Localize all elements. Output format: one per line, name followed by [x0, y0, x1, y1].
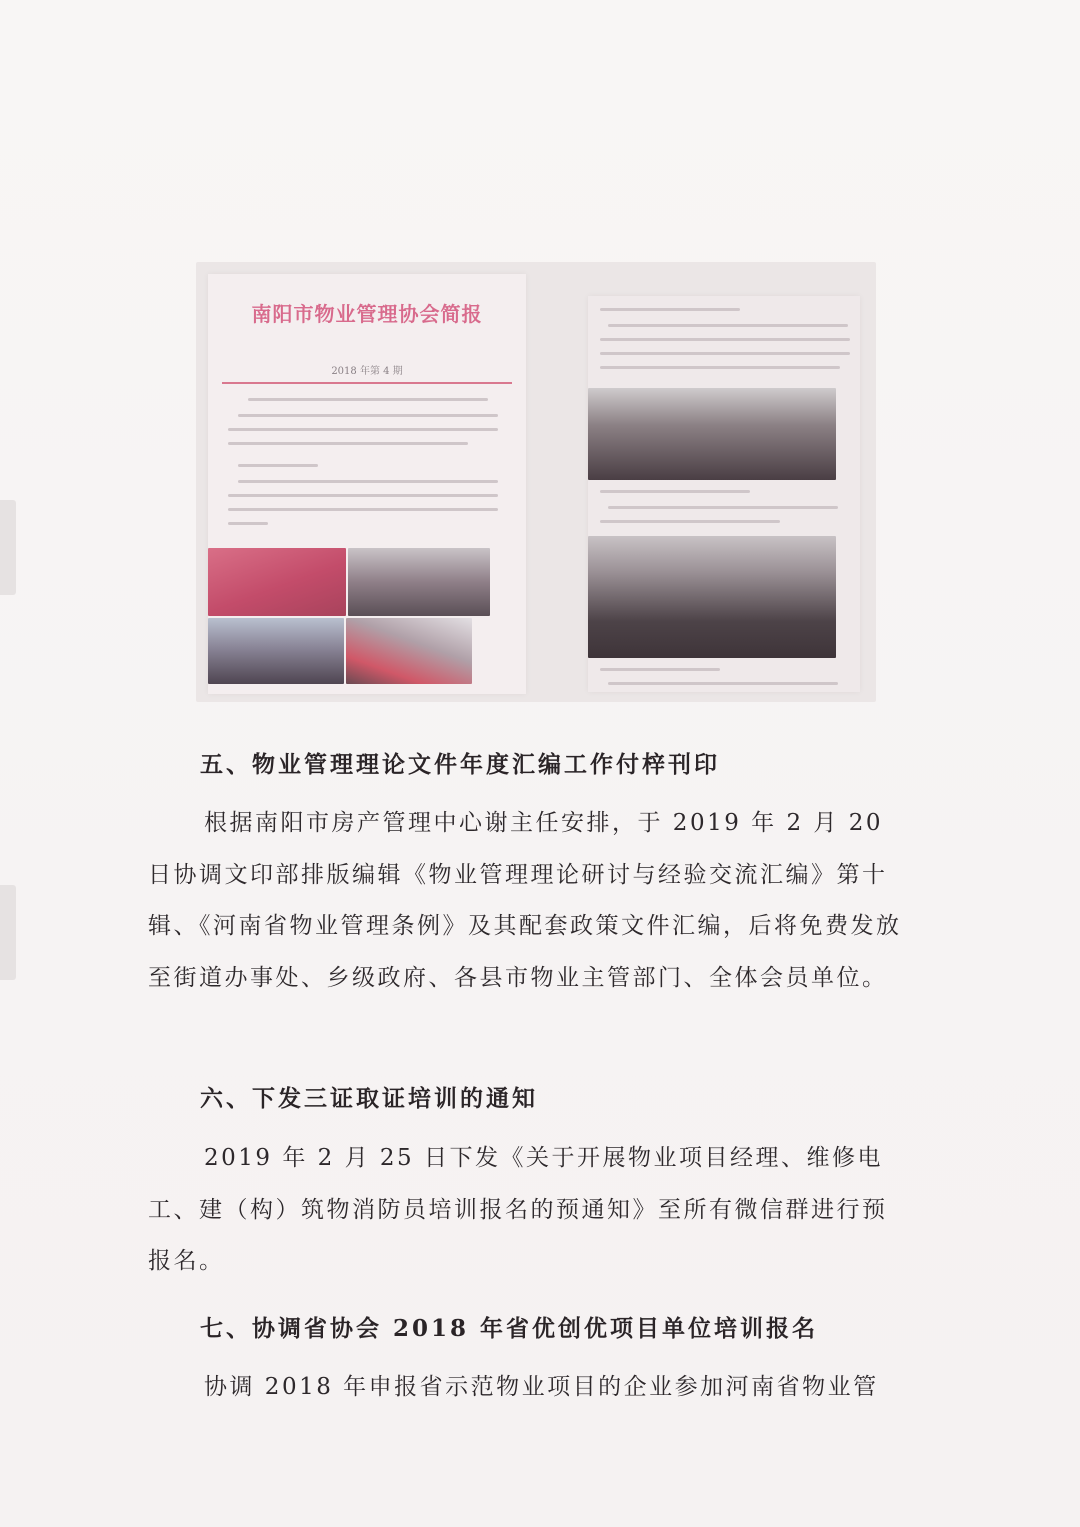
newsletter-sheet-left: [208, 274, 526, 694]
section-5-heading: 五、物业管理理论文件年度汇编工作付梓刊印: [200, 751, 720, 778]
event-photo: [208, 618, 344, 684]
event-photo: [346, 618, 472, 684]
section-7-paragraph: [148, 1362, 908, 1414]
meeting-photo: [588, 388, 836, 480]
scan-edge-mark: [0, 885, 16, 980]
section-5-text: 根据南阳市房产管理中心谢主任安排，于 2019 年 2 月 20 日协调文印部排版编辑《物业管理理论研讨与经验交流汇编》第十辑、《河南省物业管理条例》及其配套政策文件汇编，后将免费发放至街道办事处、乡级政府、各县市物业主管部门、全体会员单位。: [148, 810, 902, 991]
section-6-text: 2019 年 2 月 25 日下发《关于开展物业项目经理、维修电工、建（构）筑物消防员培训报名的预通知》至所有微信群进行预报名。: [148, 1145, 888, 1274]
newsletter-title: 南阳市物业管理协会简报: [251, 302, 483, 326]
newsletter-sheet-right: [588, 296, 860, 692]
newsletter-issue: 2018 年第 4 期: [331, 366, 403, 377]
blurred-text: [228, 508, 498, 511]
blurred-text: [248, 398, 488, 401]
section-5-paragraph: [148, 798, 908, 1004]
meeting-photo: [588, 536, 836, 658]
newsletter-rule: [222, 382, 512, 384]
blurred-text: [238, 480, 498, 483]
blurred-text: [608, 682, 838, 685]
section-7-text: 协调 2018 年申报省示范物业项目的企业参加河南省物业管: [204, 1374, 879, 1400]
blurred-text: [600, 668, 720, 671]
blurred-text: [228, 442, 468, 445]
blurred-text: [600, 490, 750, 493]
blurred-text: [608, 506, 838, 509]
blurred-text: [238, 464, 318, 467]
blurred-text: [228, 522, 268, 525]
blurred-text: [600, 352, 850, 355]
blurred-text: [600, 308, 740, 311]
section-7-heading: 七、协调省协会 2018 年省优创优项目单位培训报名: [200, 1315, 819, 1342]
event-photo: [208, 548, 346, 616]
blurred-text: [608, 324, 848, 327]
blurred-text: [600, 366, 840, 369]
event-photo: [348, 548, 490, 616]
blurred-text: [600, 520, 780, 523]
blurred-text: [228, 428, 498, 431]
section-6-paragraph: [148, 1133, 908, 1288]
newsletter-photo: [196, 262, 876, 702]
blurred-text: [238, 414, 498, 417]
section-6-heading: 六、下发三证取证培训的通知: [200, 1085, 538, 1112]
blurred-text: [600, 338, 850, 341]
scan-edge-mark: [0, 500, 16, 595]
blurred-text: [228, 494, 498, 497]
